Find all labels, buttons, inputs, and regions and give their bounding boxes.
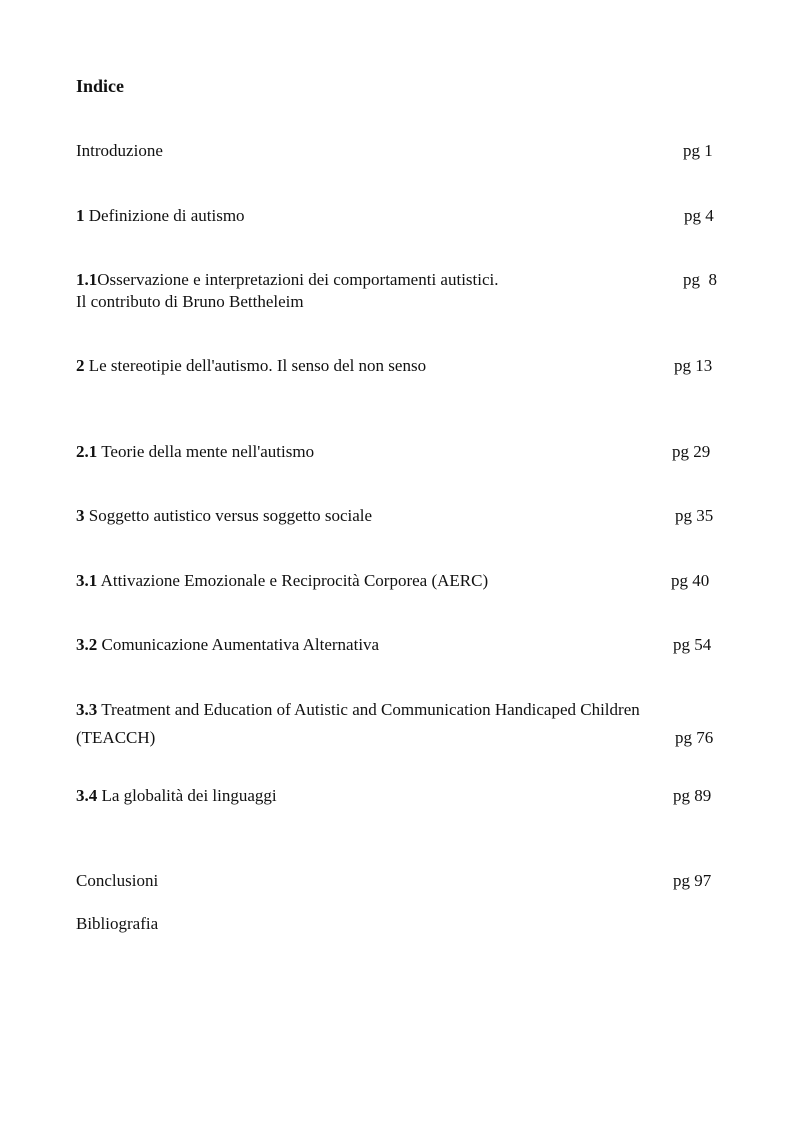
toc-entry-number: 2.1 [76, 442, 98, 461]
toc-entry-page: pg 4 [684, 206, 714, 225]
toc-entry-bibliografia [76, 912, 726, 936]
toc-entry-text: Attivazione Emozionale e Reciprocità Corporea (AERC) [100, 571, 489, 590]
toc-entry-text: Comunicazione Aumentativa Alternativa [101, 635, 380, 654]
toc-entry-text-continued: (TEACCH) [76, 728, 156, 747]
toc-entry-1 [76, 204, 726, 228]
toc-entry-number: 3.2 [76, 635, 98, 654]
toc-entry-number: 2 [76, 356, 85, 375]
toc-entry-page: pg 35 [675, 506, 714, 525]
toc-entry-number: 3 [76, 506, 85, 525]
toc-entry-text: Introduzione [76, 141, 163, 160]
toc-entry-3-4 [76, 784, 726, 808]
toc-entry-text: Definizione di autismo [88, 206, 245, 225]
toc-entry-introduzione [76, 139, 726, 163]
toc-entry-text: Bibliografia [76, 914, 159, 933]
toc-entry-page: pg 13 [674, 356, 713, 375]
toc-entry-page: pg 29 [672, 442, 711, 461]
toc-entry-2 [76, 354, 726, 378]
toc-entry-2-1 [76, 440, 726, 464]
toc-entry-number: 3.4 [76, 786, 98, 805]
toc-entry-page: pg 1 [683, 141, 713, 160]
toc-entry-page: pg 40 [671, 571, 710, 590]
toc-entry-number: 1.1 [76, 270, 98, 289]
toc-entry-number: 3.3 [76, 700, 98, 719]
toc-entry-3-3 [76, 698, 726, 750]
toc-title: Indice [76, 76, 125, 96]
toc-entry-text: Conclusioni [76, 871, 159, 890]
toc-entry-page: pg 8 [683, 270, 717, 289]
toc-entry-3-2 [76, 633, 726, 657]
toc-entry-text: Treatment and Education of Autistic and Communication Handicaped Children [101, 700, 640, 719]
toc-entry-number: 3.1 [76, 571, 98, 590]
toc-entry-3-1 [76, 569, 726, 593]
toc-entry-page: pg 54 [673, 635, 712, 654]
toc-entry-3 [76, 504, 726, 528]
toc-entry-page: pg 76 [675, 728, 714, 747]
toc-entry-text: La globalità dei linguaggi [101, 786, 277, 805]
toc-entry-text: Teorie della mente nell'autismo [101, 442, 315, 461]
toc-entry-text: Soggetto autistico versus soggetto sociale [88, 506, 373, 525]
toc-entry-text: Osservazione e interpretazioni dei comportamenti autistici. [97, 270, 499, 289]
toc-entry-text-continued: Il contributo di Bruno Bettheleim [76, 292, 304, 311]
toc-entry-conclusioni [76, 869, 726, 893]
toc-entry-text: Le stereotipie dell'autismo. Il senso del non senso [88, 356, 427, 375]
toc-entry-page: pg 97 [673, 871, 712, 890]
toc-entry-number: 1 [76, 206, 85, 225]
toc-entry-1-1 [76, 268, 726, 314]
toc-entry-page: pg 89 [673, 786, 712, 805]
